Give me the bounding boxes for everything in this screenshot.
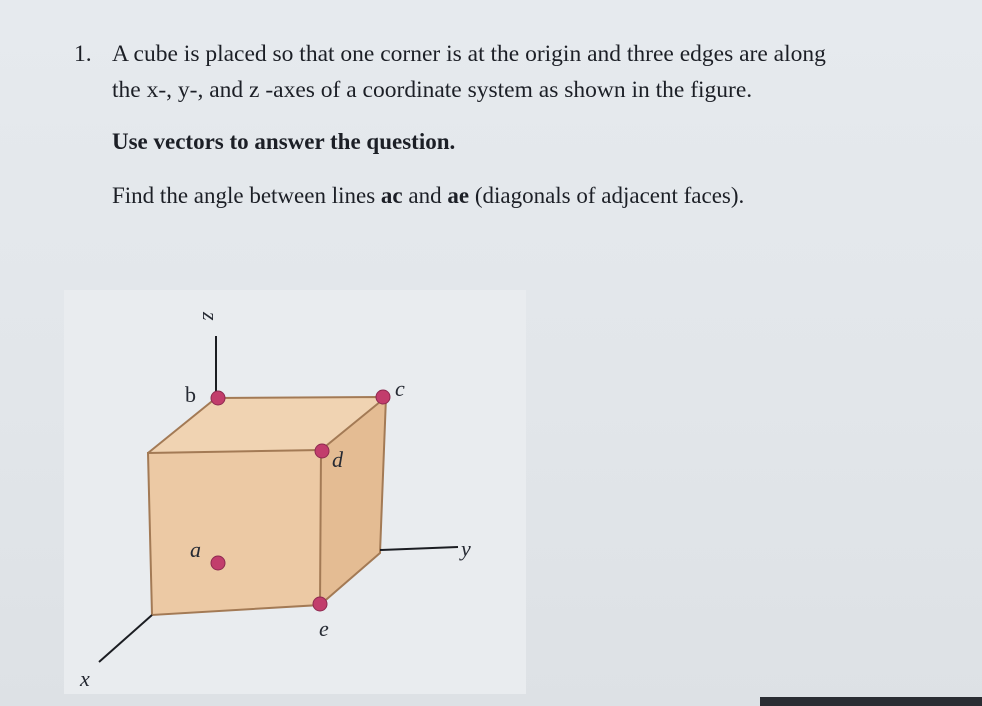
question-number: 1. xyxy=(74,41,92,67)
label-a: a xyxy=(190,537,201,562)
screen-bottom-edge xyxy=(760,697,982,706)
find-suffix: (diagonals of adjacent faces). xyxy=(469,183,745,208)
point-e xyxy=(313,597,327,611)
label-e: e xyxy=(319,616,329,641)
point-a xyxy=(211,556,225,570)
find-prefix: Find the angle between lines xyxy=(112,183,381,208)
y-axis-label: y xyxy=(461,536,471,561)
label-b: b xyxy=(185,382,196,407)
x-axis-label: x xyxy=(80,666,90,691)
label-c: c xyxy=(395,376,405,401)
point-c xyxy=(376,390,390,404)
question-text-line-2: the x-, y-, and z -axes of a coordinate system as shown in the figure. xyxy=(112,77,753,103)
label-d: d xyxy=(332,447,343,472)
y-axis xyxy=(380,547,458,550)
point-b xyxy=(211,391,225,405)
term-ac: ac xyxy=(380,183,403,208)
instruction-text: Use vectors to answer the question. xyxy=(112,129,456,154)
z-axis-label: z xyxy=(198,312,223,321)
find-middle: and xyxy=(402,183,448,208)
x-axis xyxy=(99,615,152,662)
point-d xyxy=(315,444,329,458)
question-text-line-1: A cube is placed so that one corner is at the origin and three edges are along xyxy=(112,41,826,67)
term-ae: ae xyxy=(447,183,470,208)
cube-front-face xyxy=(148,450,321,615)
